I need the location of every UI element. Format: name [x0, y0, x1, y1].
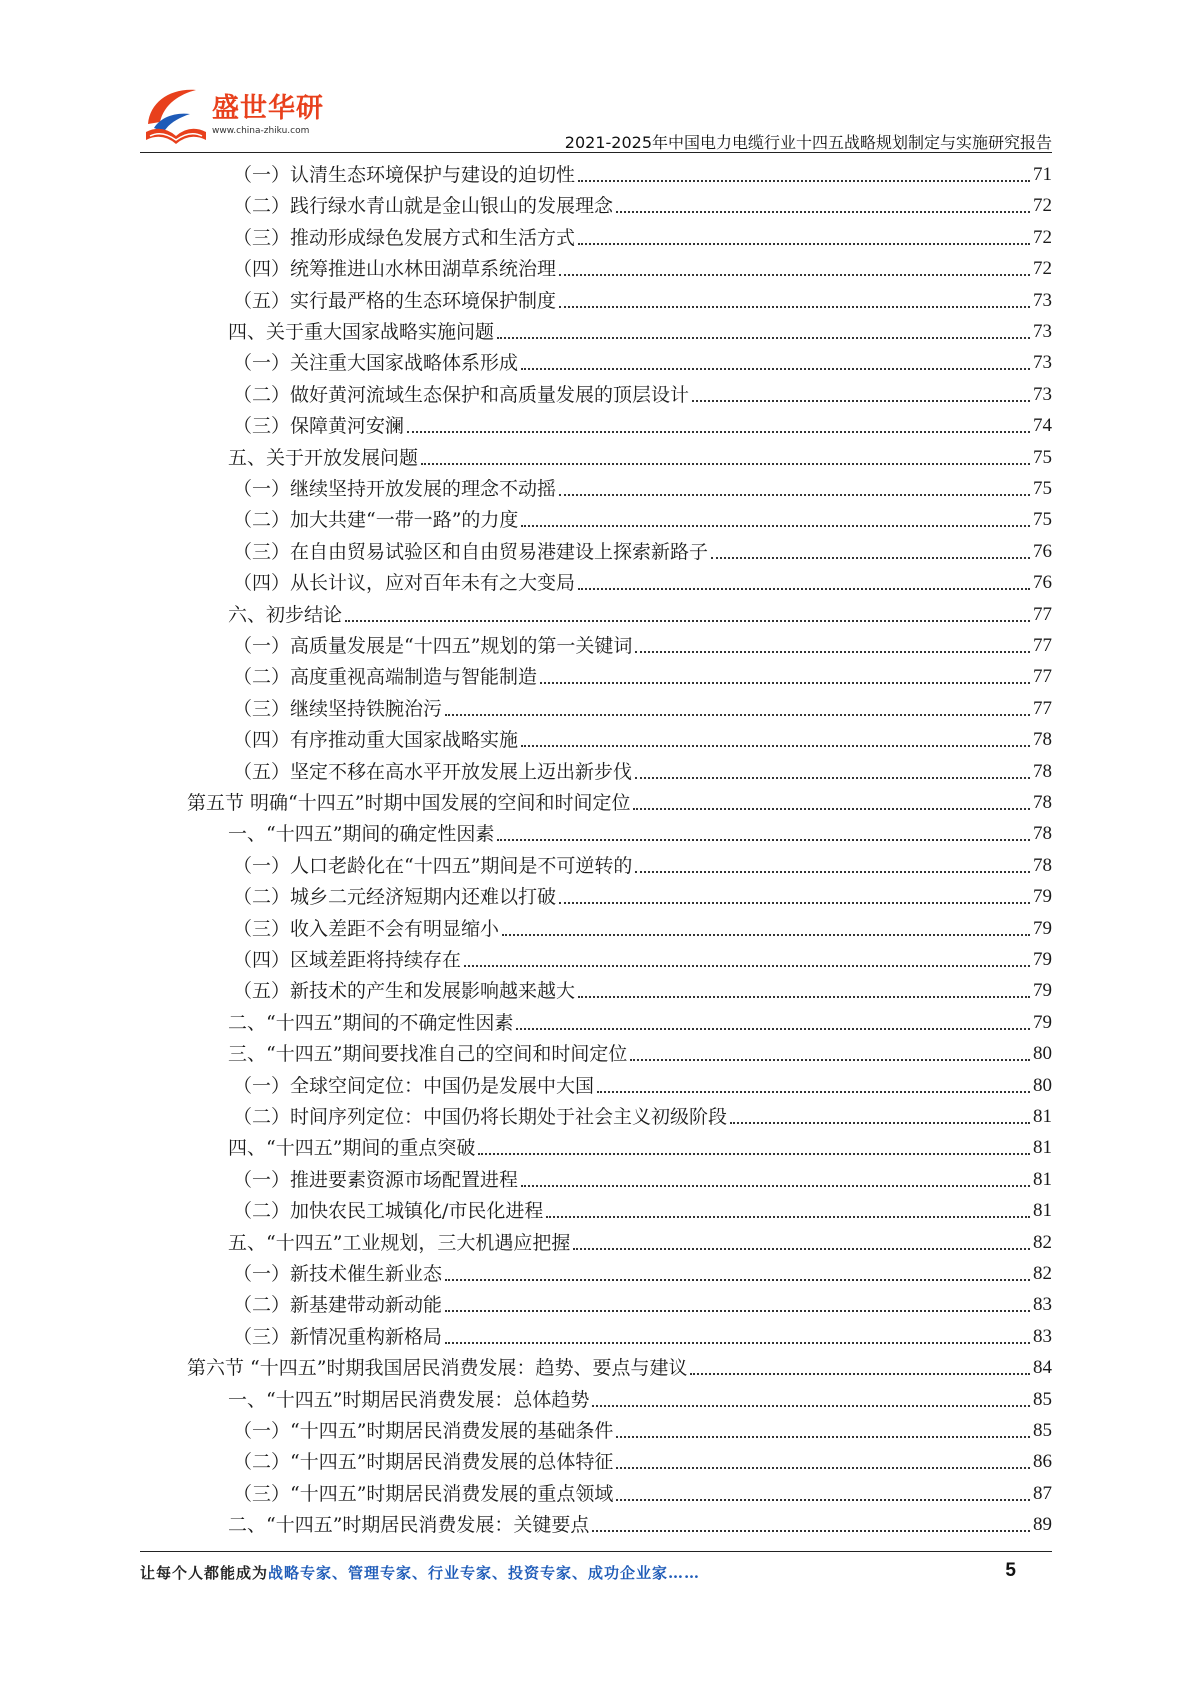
- toc-dot-leader: [635, 777, 1030, 779]
- toc-page-number: 79: [1033, 949, 1052, 970]
- toc-entry[interactable]: [233, 631, 1052, 659]
- toc-entry[interactable]: [233, 976, 1052, 1004]
- toc-page-number: 72: [1033, 258, 1052, 280]
- toc-entry[interactable]: [228, 1008, 1052, 1036]
- toc-dot-leader: [445, 1342, 1030, 1344]
- toc-entry[interactable]: [233, 1416, 1052, 1444]
- toc-entry[interactable]: [187, 788, 1052, 816]
- toc-entry-title: 四、关于重大国家战略实施问题: [228, 321, 495, 343]
- toc-entry-title: （二）城乡二元经济短期内还难以打破: [233, 886, 557, 909]
- toc-dot-leader: [559, 902, 1030, 904]
- toc-entry-title: （二）新基建带动新动能: [233, 1294, 443, 1317]
- toc-entry[interactable]: [233, 254, 1052, 282]
- toc-entry-title: 二、“十四五”时期居民消费发展：关键要点: [228, 1514, 590, 1537]
- toc-page-number: 81: [1033, 1200, 1052, 1222]
- toc-entry-title: （一）“十四五”时期居民消费发展的基础条件: [233, 1420, 614, 1442]
- toc-dot-leader: [497, 337, 1030, 339]
- toc-dot-leader: [546, 1216, 1030, 1218]
- toc-entry[interactable]: [233, 505, 1052, 533]
- toc-dot-leader: [540, 682, 1030, 684]
- toc-dot-leader: [597, 1091, 1030, 1093]
- toc-dot-leader: [633, 808, 1030, 810]
- toc-entry-title: （三）推动形成绿色发展方式和生活方式: [233, 226, 576, 249]
- toc-page-number: 82: [1033, 1231, 1052, 1253]
- toc-entry[interactable]: [233, 1322, 1052, 1350]
- toc-dot-leader: [711, 557, 1030, 559]
- toc-page-number: 72: [1033, 195, 1052, 217]
- toc-entry-title: 四、“十四五”期间的重点突破: [228, 1137, 476, 1160]
- toc-entry-title: （四）区域差距将持续存在: [233, 949, 462, 971]
- toc-dot-leader: [616, 1436, 1030, 1438]
- toc-entry[interactable]: [233, 1447, 1052, 1475]
- toc-entry[interactable]: [228, 317, 1052, 345]
- toc-entry-title: （三）新情况重构新格局: [233, 1325, 443, 1348]
- toc-entry[interactable]: [233, 1102, 1052, 1130]
- toc-entry-title: 三、“十四五”期间要找准自己的空间和时间定位: [228, 1043, 628, 1066]
- toc-page-number: 72: [1033, 226, 1052, 248]
- toc-entry[interactable]: [233, 851, 1052, 879]
- toc-dot-leader: [578, 243, 1030, 245]
- toc-entry-title: （五）坚定不移在高水平开放发展上迈出新步伐: [233, 760, 633, 783]
- toc-dot-leader: [516, 1028, 1030, 1030]
- toc-dot-leader: [521, 525, 1030, 527]
- toc-entry-title: （一）推进要素资源市场配置进程: [233, 1168, 519, 1191]
- toc-entry[interactable]: [233, 537, 1052, 565]
- toc-page-number: 75: [1033, 478, 1052, 499]
- toc-entry[interactable]: [233, 1259, 1052, 1287]
- toc-page-number: 83: [1033, 1294, 1052, 1316]
- toc-entry[interactable]: [228, 819, 1052, 847]
- toc-dot-leader: [559, 306, 1030, 308]
- slogan-prefix: 让每个人都能成为: [140, 1564, 269, 1582]
- toc-dot-leader: [635, 871, 1030, 873]
- toc-entry[interactable]: [233, 1071, 1052, 1099]
- toc-entry-title: （二）高度重视高端制造与智能制造: [233, 666, 538, 689]
- toc-dot-leader: [521, 1185, 1030, 1187]
- toc-entry[interactable]: [233, 662, 1052, 690]
- toc-entry[interactable]: [233, 914, 1052, 942]
- toc-entry-title: （三）保障黄河安澜: [233, 415, 405, 438]
- toc-entry[interactable]: [233, 191, 1052, 219]
- toc-entry[interactable]: [228, 1228, 1052, 1256]
- toc-entry-title: （二）时间序列定位：中国仍将长期处于社会主义初级阶段: [233, 1106, 728, 1128]
- page-number: 5: [1005, 1560, 1016, 1581]
- toc-dot-leader: [616, 211, 1030, 213]
- toc-page-number: 78: [1033, 760, 1052, 782]
- toc-entry[interactable]: [228, 600, 1052, 628]
- toc-dot-leader: [345, 620, 1030, 622]
- toc-entry-title: （二）加大共建“一带一路”的力度: [233, 509, 519, 532]
- toc-dot-leader: [407, 431, 1030, 433]
- toc-entry-title: 六、初步结论: [228, 603, 343, 626]
- toc-entry[interactable]: [233, 160, 1052, 188]
- toc-dot-leader: [616, 1499, 1030, 1501]
- toc-page-number: 77: [1033, 697, 1052, 719]
- toc-entry-title: 一、“十四五”期间的确定性因素: [228, 823, 495, 846]
- toc-entry-title: （一）人口老龄化在“十四五”期间是不可逆转的: [233, 854, 633, 877]
- toc-page-number: 78: [1033, 823, 1052, 845]
- toc-entry-title: （二）加快农民工城镇化/市民化进程: [233, 1200, 544, 1223]
- toc-dot-leader: [730, 1122, 1030, 1124]
- toc-entry[interactable]: [233, 945, 1052, 973]
- toc-entry[interactable]: [233, 348, 1052, 376]
- toc-dot-leader: [592, 1405, 1030, 1407]
- company-logo: [140, 80, 360, 150]
- toc-entry[interactable]: [187, 1353, 1052, 1381]
- toc-page-number: 77: [1033, 635, 1052, 656]
- book-swoosh-logo-icon: [140, 84, 212, 148]
- toc-entry-title: 二、“十四五”期间的不确定性因素: [228, 1011, 514, 1034]
- toc-entry-title: （三）继续坚持铁腕治污: [233, 697, 443, 720]
- toc-page-number: 79: [1033, 886, 1052, 908]
- header-divider: [140, 152, 1052, 153]
- toc-page-number: 77: [1033, 666, 1052, 688]
- toc-entry-title: （三）在自由贸易试验区和自由贸易港建设上探索新路子: [233, 540, 709, 563]
- toc-entry[interactable]: [233, 694, 1052, 722]
- toc-dot-leader: [502, 934, 1030, 936]
- toc-entry[interactable]: [233, 882, 1052, 910]
- toc-entry-title: （三）收入差距不会有明显缩小: [233, 917, 500, 940]
- toc-entry-title: （四）从长计议，应对百年未有之大变局: [233, 572, 576, 595]
- toc-page-number: 80: [1033, 1074, 1052, 1096]
- toc-entry[interactable]: [228, 1510, 1052, 1538]
- toc-entry[interactable]: [233, 1165, 1052, 1193]
- toc-entry[interactable]: [233, 1479, 1052, 1507]
- toc-entry[interactable]: [233, 1290, 1052, 1318]
- toc-page-number: 75: [1033, 509, 1052, 531]
- toc-page-number: 87: [1033, 1482, 1052, 1504]
- toc-page-number: 71: [1033, 164, 1052, 185]
- toc-page-number: 73: [1033, 289, 1052, 311]
- toc-entry[interactable]: [228, 1133, 1052, 1161]
- toc-page-number: 76: [1033, 572, 1052, 594]
- toc-dot-leader: [478, 1153, 1030, 1155]
- toc-entry[interactable]: [233, 725, 1052, 753]
- toc-dot-leader: [635, 651, 1030, 653]
- toc-page-number: 81: [1033, 1106, 1052, 1127]
- toc-dot-leader: [578, 588, 1030, 590]
- page-footer: [140, 1560, 1052, 1588]
- toc-entry-title: （四）统筹推进山水林田湖草系统治理: [233, 258, 557, 281]
- toc-page-number: 73: [1033, 321, 1052, 342]
- toc-entry-title: （一）新技术催生新业态: [233, 1263, 443, 1285]
- toc-entry[interactable]: [233, 757, 1052, 785]
- toc-dot-leader: [692, 400, 1030, 402]
- logo-url: www.china-zhiku.com: [212, 126, 310, 136]
- toc-dot-leader: [630, 1059, 1030, 1061]
- toc-page-number: 86: [1033, 1451, 1052, 1473]
- toc-entry[interactable]: [233, 1196, 1052, 1224]
- toc-entry-title: 第六节 “十四五”时期我国居民消费发展：趋势、要点与建议: [187, 1357, 688, 1380]
- toc-dot-leader: [616, 1467, 1030, 1469]
- toc-entry-title: （一）认清生态环境保护与建设的迫切性: [233, 164, 576, 186]
- toc-entry-title: （一）高质量发展是“十四五”规划的第一关键词: [233, 635, 633, 657]
- toc-page-number: 78: [1033, 729, 1052, 751]
- toc-page-number: 84: [1033, 1357, 1052, 1379]
- toc-page-number: 81: [1033, 1137, 1052, 1159]
- toc-dot-leader: [578, 996, 1030, 998]
- toc-page-number: 85: [1033, 1388, 1052, 1410]
- toc-entry[interactable]: [228, 1385, 1052, 1413]
- toc-dot-leader: [521, 368, 1030, 370]
- toc-page-number: 78: [1033, 792, 1052, 813]
- toc-dot-leader: [592, 1530, 1030, 1532]
- toc-dot-leader: [521, 745, 1030, 747]
- toc-entry-title: （一）关注重大国家战略体系形成: [233, 352, 519, 375]
- toc-page-number: 89: [1033, 1514, 1052, 1536]
- toc-entry-title: （二）“十四五”时期居民消费发展的总体特征: [233, 1451, 614, 1474]
- toc-dot-leader: [690, 1373, 1030, 1375]
- toc-page-number: 79: [1033, 917, 1052, 939]
- toc-entry-title: （四）有序推动重大国家战略实施: [233, 729, 519, 752]
- toc-page-number: 73: [1033, 383, 1052, 405]
- toc-page-number: 85: [1033, 1420, 1052, 1441]
- toc-entry[interactable]: [233, 474, 1052, 502]
- footer-divider: [140, 1551, 1052, 1552]
- toc-page-number: 83: [1033, 1325, 1052, 1347]
- page-header: [140, 80, 1052, 156]
- toc-entry-title: （三）“十四五”时期居民消费发展的重点领域: [233, 1482, 614, 1505]
- toc-entry-title: 第五节 明确“十四五”时期中国发展的空间和时间定位: [187, 792, 631, 814]
- toc-page-number: 80: [1033, 1043, 1052, 1065]
- toc-entry-title: （二）做好黄河流域生态保护和高质量发展的顶层设计: [233, 383, 690, 406]
- toc-entry-title: 五、关于开放发展问题: [228, 446, 419, 469]
- toc-entry[interactable]: [233, 411, 1052, 439]
- toc-page-number: 79: [1033, 980, 1052, 1002]
- toc-page-number: 79: [1033, 1011, 1052, 1033]
- toc-entry-title: （二）践行绿水青山就是金山银山的发展理念: [233, 195, 614, 218]
- toc-entry-title: （一）继续坚持开放发展的理念不动摇: [233, 478, 557, 500]
- toc-entry[interactable]: [233, 286, 1052, 314]
- toc-entry[interactable]: [233, 380, 1052, 408]
- document-title: 2021-2025年中国电力电缆行业十四五战略规划制定与实施研究报告: [564, 133, 1052, 152]
- slogan-highlight: 战略专家、管理专家、行业专家、投资专家、成功企业家……: [268, 1564, 701, 1582]
- toc-dot-leader: [445, 1279, 1030, 1281]
- toc-dot-leader: [464, 965, 1030, 967]
- footer-slogan: [140, 1562, 700, 1583]
- toc-page-number: 82: [1033, 1263, 1052, 1284]
- toc-dot-leader: [578, 180, 1030, 182]
- toc-page-number: 76: [1033, 540, 1052, 562]
- toc-entry-title: 五、“十四五”工业规划，三大机遇应把握: [228, 1231, 571, 1254]
- toc-page-number: 75: [1033, 446, 1052, 468]
- toc-dot-leader: [559, 494, 1030, 496]
- toc-dot-leader: [573, 1248, 1030, 1250]
- toc-entry[interactable]: [228, 1039, 1052, 1067]
- toc-entry[interactable]: [228, 443, 1052, 471]
- toc-page-number: 81: [1033, 1168, 1052, 1190]
- toc-dot-leader: [445, 714, 1030, 716]
- toc-entry-title: （五）实行最严格的生态环境保护制度: [233, 289, 557, 312]
- toc-entry-title: （五）新技术的产生和发展影响越来越大: [233, 980, 576, 1003]
- toc-entry[interactable]: [233, 223, 1052, 251]
- toc-dot-leader: [445, 1310, 1030, 1312]
- toc-page-number: 77: [1033, 603, 1052, 625]
- toc-entry[interactable]: [233, 568, 1052, 596]
- toc-dot-leader: [559, 274, 1030, 276]
- toc-entry-title: 一、“十四五”时期居民消费发展：总体趋势: [228, 1388, 590, 1411]
- toc-entry-title: （一）全球空间定位：中国仍是发展中大国: [233, 1074, 595, 1097]
- toc-page-number: 78: [1033, 854, 1052, 876]
- toc-page-number: 73: [1033, 352, 1052, 374]
- toc-dot-leader: [497, 839, 1030, 841]
- toc-dot-leader: [421, 463, 1030, 465]
- logo-name: 盛世华研: [212, 93, 324, 124]
- toc-page-number: 74: [1033, 415, 1052, 437]
